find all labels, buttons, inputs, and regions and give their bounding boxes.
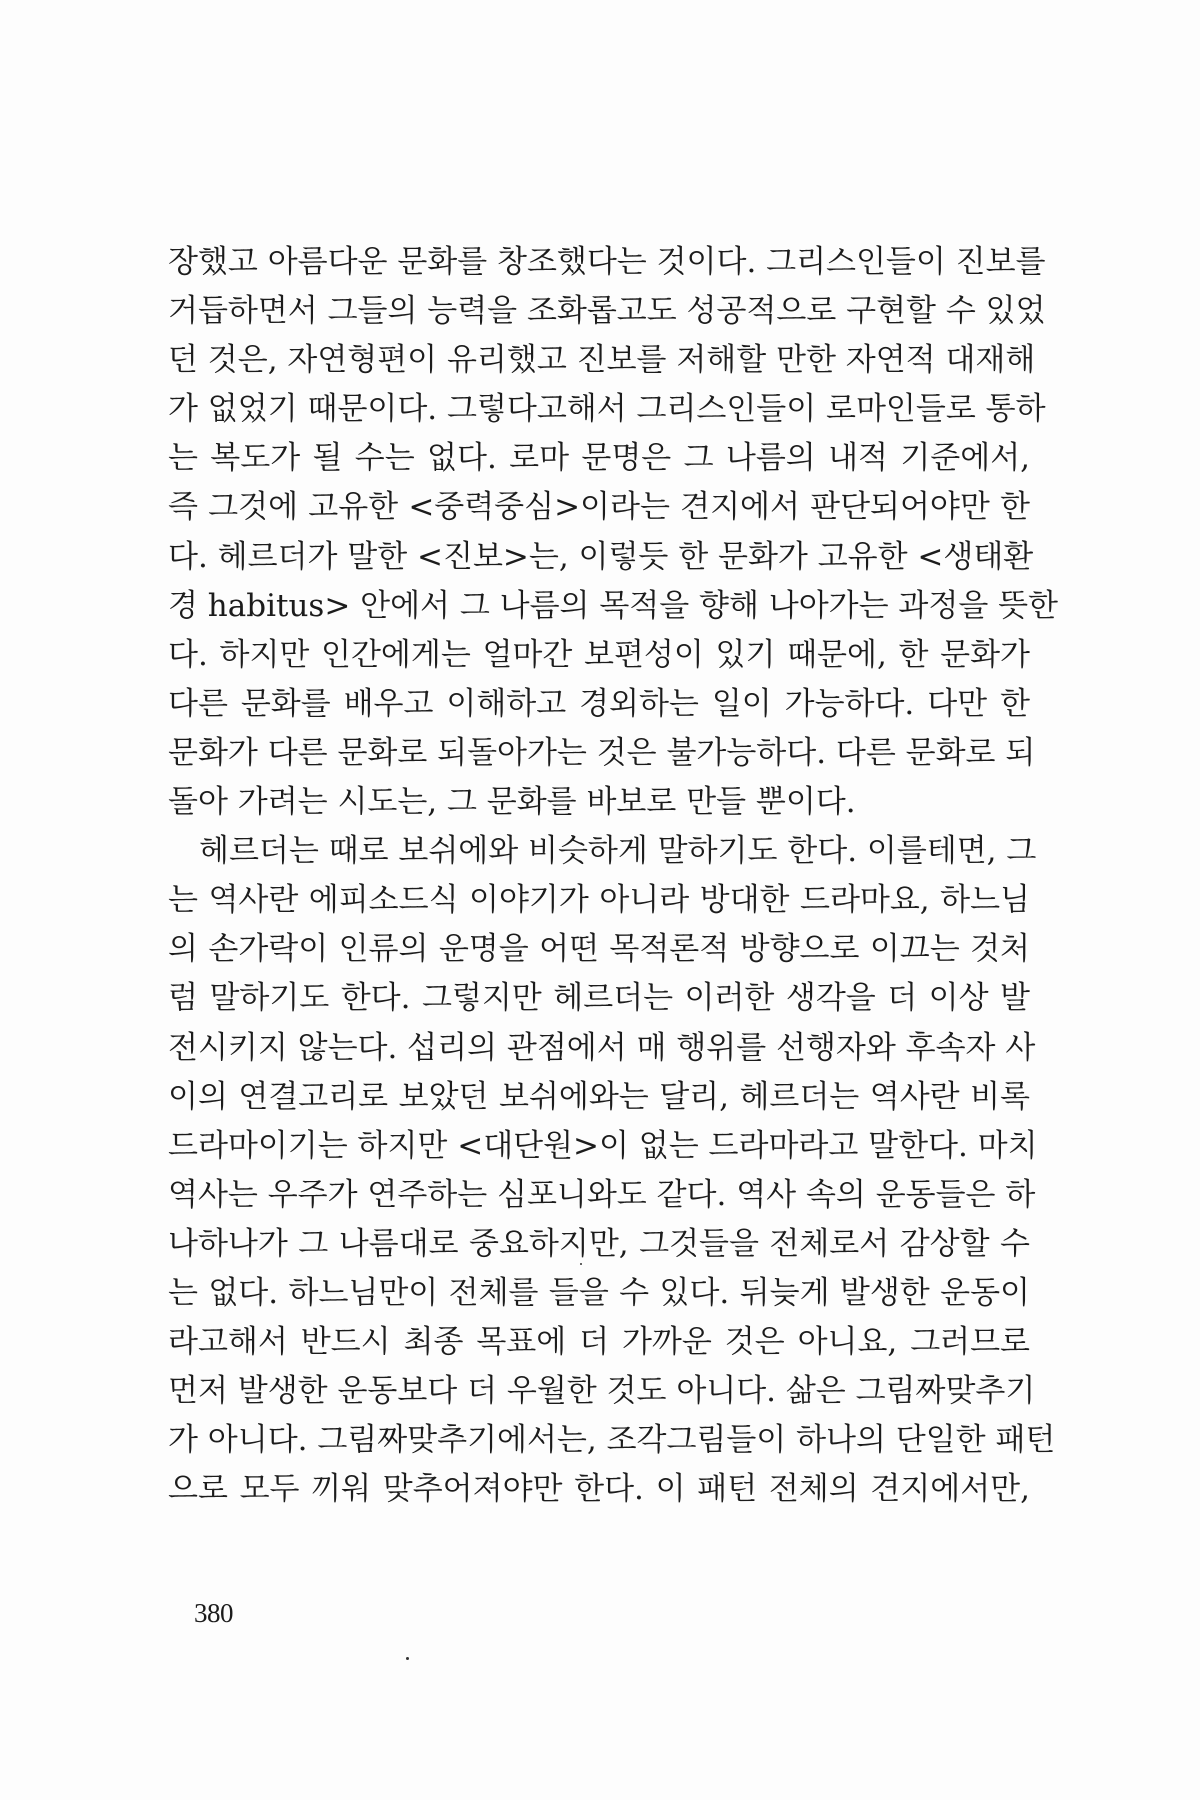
text-line: 이의 연결고리로 보았던 보쉬에와는 달리, 헤르더는 역사란 비록 (168, 1078, 1030, 1115)
text-line: 는 없다. 하느님만이 전체를 들을 수 있다. 뒤늦게 발생한 운동이 (168, 1274, 1030, 1311)
scan-speck (580, 1263, 582, 1265)
text-line: 헤르더는 때로 보쉬에와 비슷하게 말하기도 한다. 이를테면, 그 (199, 833, 1037, 870)
text-line: 다. 하지만 인간에게는 얼마간 보편성이 있기 때문에, 한 문화가 (168, 636, 1030, 673)
text-line: 즉 그것에 고유한 <중력중심>이라는 견지에서 판단되어야만 한 (168, 489, 1030, 526)
text-line: 의 손가락이 인류의 운명을 어떤 목적론적 방향으로 이끄는 것처 (168, 931, 1030, 968)
text-line: 라고해서 반드시 최종 목표에 더 가까운 것은 아니요, 그러므로 (168, 1324, 1030, 1361)
text-line: 던 것은, 자연형편이 유리했고 진보를 저해할 만한 자연적 대재해 (168, 342, 1036, 379)
text-line: 돌아 가려는 시도는, 그 문화를 바보로 만들 뿐이다. (168, 784, 856, 821)
text-line: 는 역사란 에피소드식 이야기가 아니라 방대한 드라마요, 하느님 (168, 882, 1030, 919)
text-line: 다. 헤르더가 말한 <진보>는, 이렇듯 한 문화가 고유한 <생태환 (168, 538, 1034, 575)
text-line: 경 habitus> 안에서 그 나름의 목적을 향해 나아가는 과정을 뜻한 (168, 587, 1059, 624)
text-line: 는 복도가 될 수는 없다. 로마 문명은 그 나름의 내적 기준에서, (168, 440, 1030, 477)
scan-speck (406, 1657, 409, 1660)
text-line: 가 아니다. 그림짜맞추기에서는, 조각그림들이 하나의 단일한 패턴 (168, 1422, 1056, 1459)
text-line: 가 없었기 때문이다. 그렇다고해서 그리스인들이 로마인들로 통하 (168, 391, 1046, 428)
text-line: 먼저 발생한 운동보다 더 우월한 것도 아니다. 삶은 그림짜맞추기 (168, 1373, 1036, 1410)
text-line: 드라마이기는 하지만 <대단원>이 없는 드라마라고 말한다. 마치 (168, 1127, 1038, 1164)
text-line: 나하나가 그 나름대로 중요하지만, 그것들을 전체로서 감상할 수 (168, 1225, 1030, 1262)
page-number: 380 (194, 1598, 233, 1628)
text-line: 럼 말하기도 한다. 그렇지만 헤르더는 이러한 생각을 더 이상 발 (168, 980, 1030, 1017)
text-line: 다른 문화를 배우고 이해하고 경외하는 일이 가능하다. 다만 한 (168, 685, 1030, 722)
text-line: 전시키지 않는다. 섭리의 관점에서 매 행위를 선행자와 후속자 사 (168, 1029, 1036, 1066)
text-line: 역사는 우주가 연주하는 심포니와도 같다. 역사 속의 운동들은 하 (168, 1176, 1036, 1213)
text-line: 으로 모두 끼워 맞추어져야만 한다. 이 패턴 전체의 견지에서만, (168, 1471, 1030, 1508)
text-line: 거듭하면서 그들의 능력을 조화롭고도 성공적으로 구현할 수 있었 (168, 293, 1046, 330)
body-text (168, 238, 1059, 1514)
text-line: 장했고 아름다운 문화를 창조했다는 것이다. 그리스인들이 진보를 (168, 244, 1046, 280)
text-line: 문화가 다른 문화로 되돌아가는 것은 불가능하다. 다른 문화로 되 (168, 734, 1036, 771)
